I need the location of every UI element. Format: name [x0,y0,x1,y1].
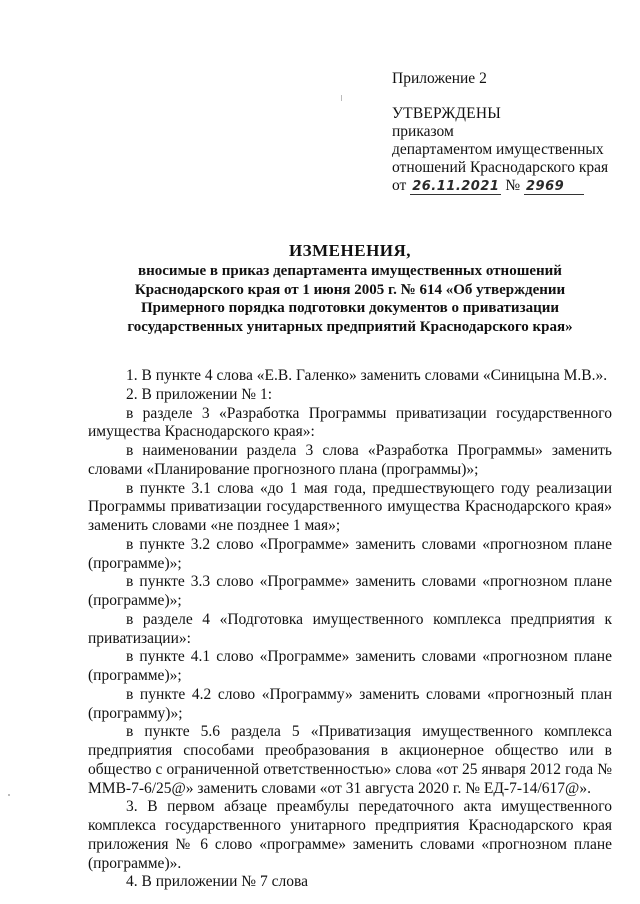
title-line: Примерного порядка подготовки документов о приватизации [140,300,560,317]
paragraph: в пункте 4.1 слово «Программе» заменить словами «прогнозном плане (программе)»; [88,648,612,684]
paragraph: в разделе 3 «Разработка Программы приватизации государственного имущества Краснодарского края»: [88,404,612,441]
title-main: ИЗМЕНЕНИЯ, [288,241,412,260]
order-number: 2969 [524,179,584,195]
paragraph: в пункте 4.2 слово «Программу» заменить словами «прогнозный план (программу)»; [88,685,612,722]
paragraph: в пункте 5.6 раздела 5 «Приватизация имущественного комплекса предприятия способами преобразования в акционерное общество или в общество с ограниченной ответственностью» слова «от 25 января 2012 года № ММВ-7-6/25@» заменить словами «от 31 августа 2020 г. № ЕД-7-14/617@». [88,723,612,797]
order-date-number [392,177,622,196]
number-label: № [505,177,521,194]
paragraph: в пункте 3.2 слово «Программе» заменить словами «прогнозном плане (программе)»; [88,535,612,572]
document-body [88,367,612,892]
appendix-label: Приложение 2 [392,70,487,87]
order-date: 26.11.2021 [412,179,500,194]
title-line: вносимые в приказ департамента имущественных отношений [138,263,562,279]
from-label: от [392,177,407,194]
scan-mark [8,794,10,796]
approved-heading: УТВЕРЖДЕНЫ [392,105,501,122]
paragraph: в пункте 3.1 слова «до 1 мая года, предшествующего году реализации Программы приватизации государственного имущества Краснодарского края» заменить словами «не позднее 1 мая»; [88,479,612,534]
paragraph: 1. В пункте 4 слова «Е.В. Галенко» заменить словами «Синицына М.В.». [126,367,608,384]
title-line: государственных унитарных предприятий Краснодарского края» [127,318,573,335]
scan-mark [341,95,342,101]
approval-line: отношений Краснодарского края [392,159,609,176]
approval-line: департаментом имущественных [392,141,604,158]
approval-line: приказом [392,123,454,140]
title-line: Краснодарского края от 1 июня 2005 г. № 614 «Об утверждении [134,281,566,298]
document-title [88,240,612,336]
paragraph: в наименовании раздела 3 слова «Разработка Программы» заменить словами «Планирование прогнозного плана (программы)»; [88,442,612,478]
paragraph: 4. В приложении № 7 слова [126,873,308,891]
paragraph: 3. В первом абзаце преамбулы передаточного акта имущественного комплекса государственного унитарного предприятия Краснодарского края приложения № 6 слово «программе» заменить словами «прогнозном плане (программе)». [88,798,612,872]
paragraph: в пункте 3.3 слово «Программе» заменить словами «прогнозном плане (программе)»; [88,573,612,609]
approval-block [392,70,622,196]
paragraph: 2. В приложении № 1: [126,385,273,403]
paragraph: в разделе 4 «Подготовка имущественного комплекса предприятия к приватизации»: [88,610,612,647]
